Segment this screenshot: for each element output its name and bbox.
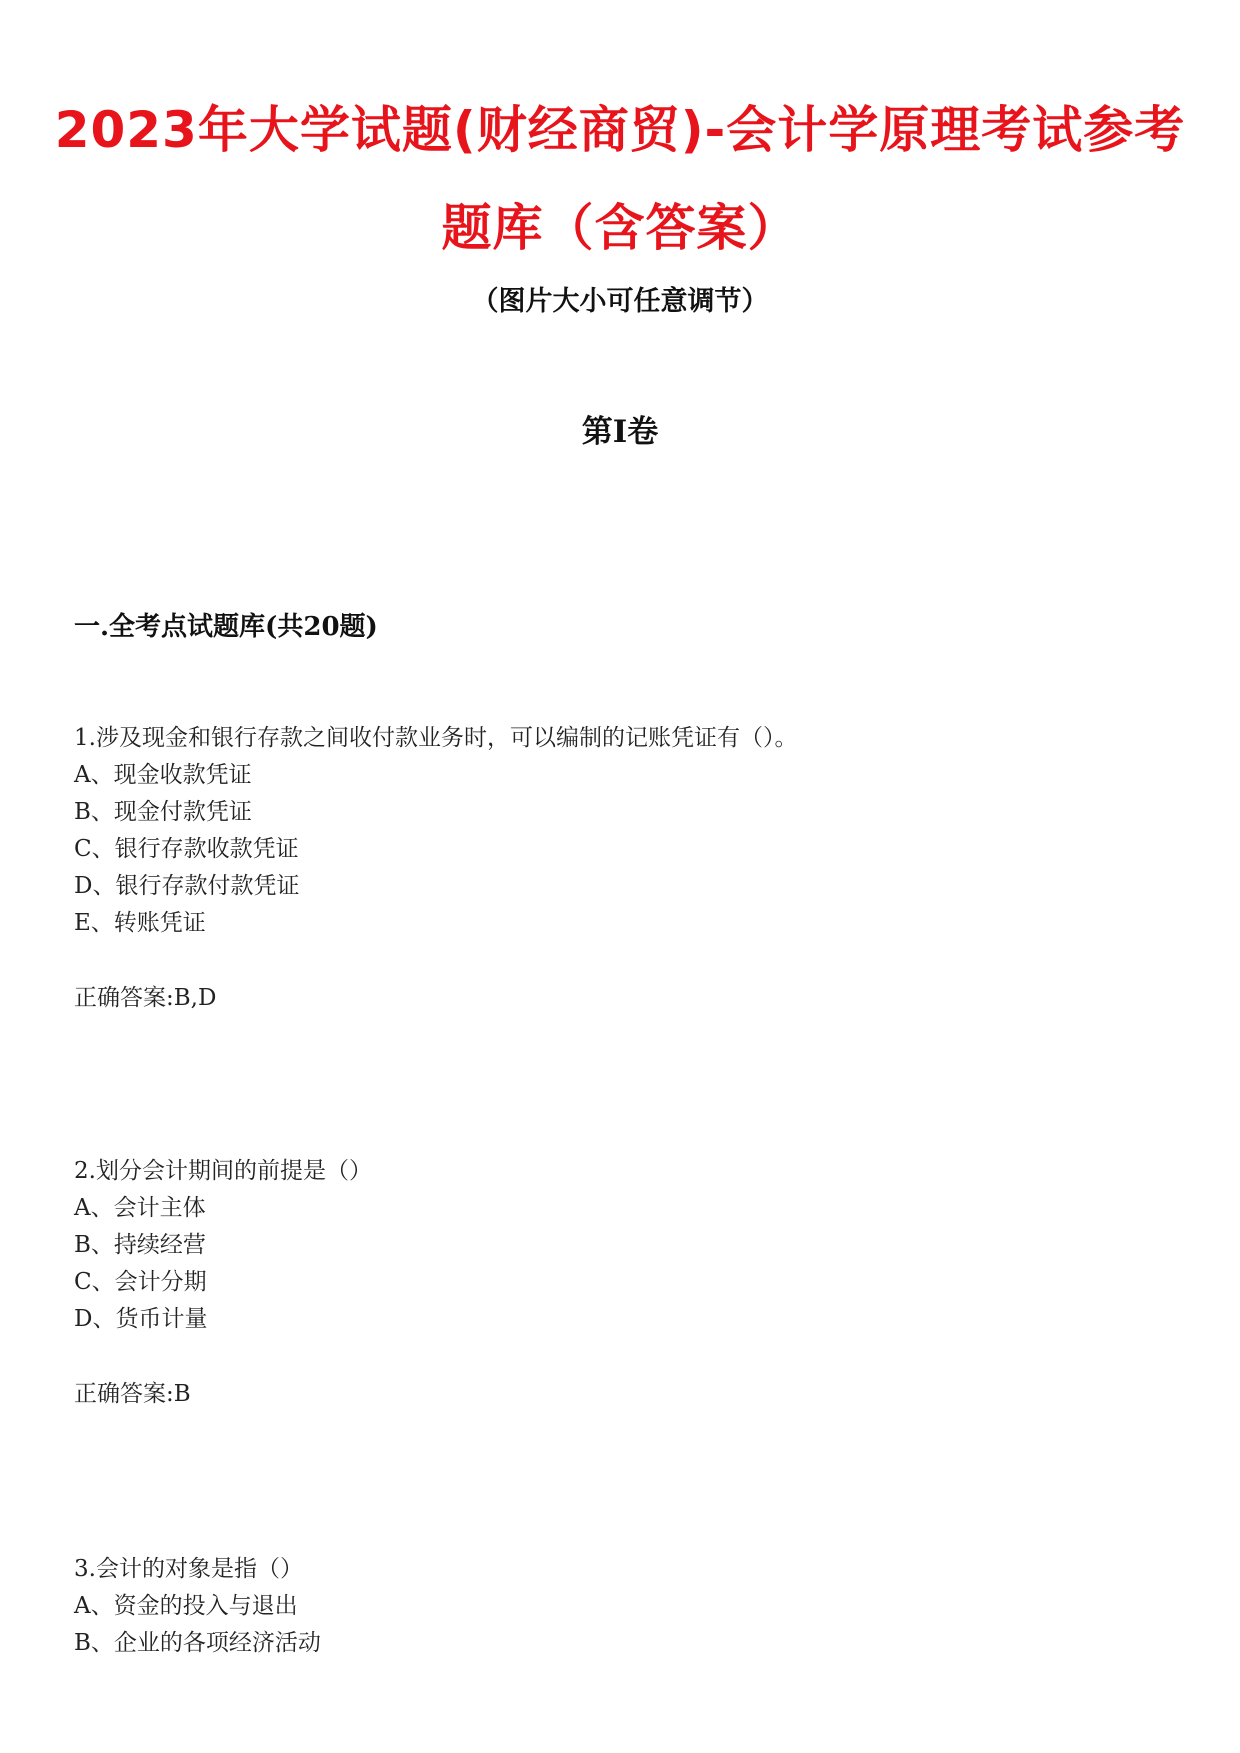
question-option: C、银行存款收款凭证 [74, 836, 299, 862]
volume-heading: 第I卷 [581, 414, 659, 450]
question-option: A、资金的投入与退出 [74, 1593, 298, 1619]
question-1 [74, 720, 1174, 1017]
question-2 [74, 1153, 1174, 1413]
question-stem: 2.划分会计期间的前提是（） [74, 1158, 372, 1184]
document-subtitle: （图片大小可任意调节） [471, 286, 769, 317]
question-stem: 3.会计的对象是指（） [74, 1556, 303, 1582]
question-option: B、持续经营 [74, 1232, 206, 1258]
document-title-line2: 题库（含答案） [441, 199, 799, 257]
question-option: D、银行存款付款凭证 [74, 873, 300, 899]
question-option: A、现金收款凭证 [74, 762, 252, 788]
document-title-line1: 2023年大学试题(财经商贸)-会计学原理考试参考 [54, 101, 1186, 159]
question-option: C、会计分期 [74, 1269, 207, 1295]
correct-answer: 正确答案:B [74, 1381, 191, 1407]
section-heading: 一.全考点试题库(共20题) [74, 612, 378, 642]
question-option: B、企业的各项经济活动 [74, 1630, 321, 1656]
question-option: B、现金付款凭证 [74, 799, 252, 825]
question-option: A、会计主体 [74, 1195, 206, 1221]
question-3 [74, 1551, 1174, 1662]
question-option: E、转账凭证 [74, 910, 206, 936]
question-option: D、货币计量 [74, 1306, 208, 1332]
correct-answer: 正确答案:B,D [74, 985, 217, 1011]
question-stem: 1.涉及现金和银行存款之间收付款业务时，可以编制的记账凭证有（）。 [74, 725, 798, 751]
